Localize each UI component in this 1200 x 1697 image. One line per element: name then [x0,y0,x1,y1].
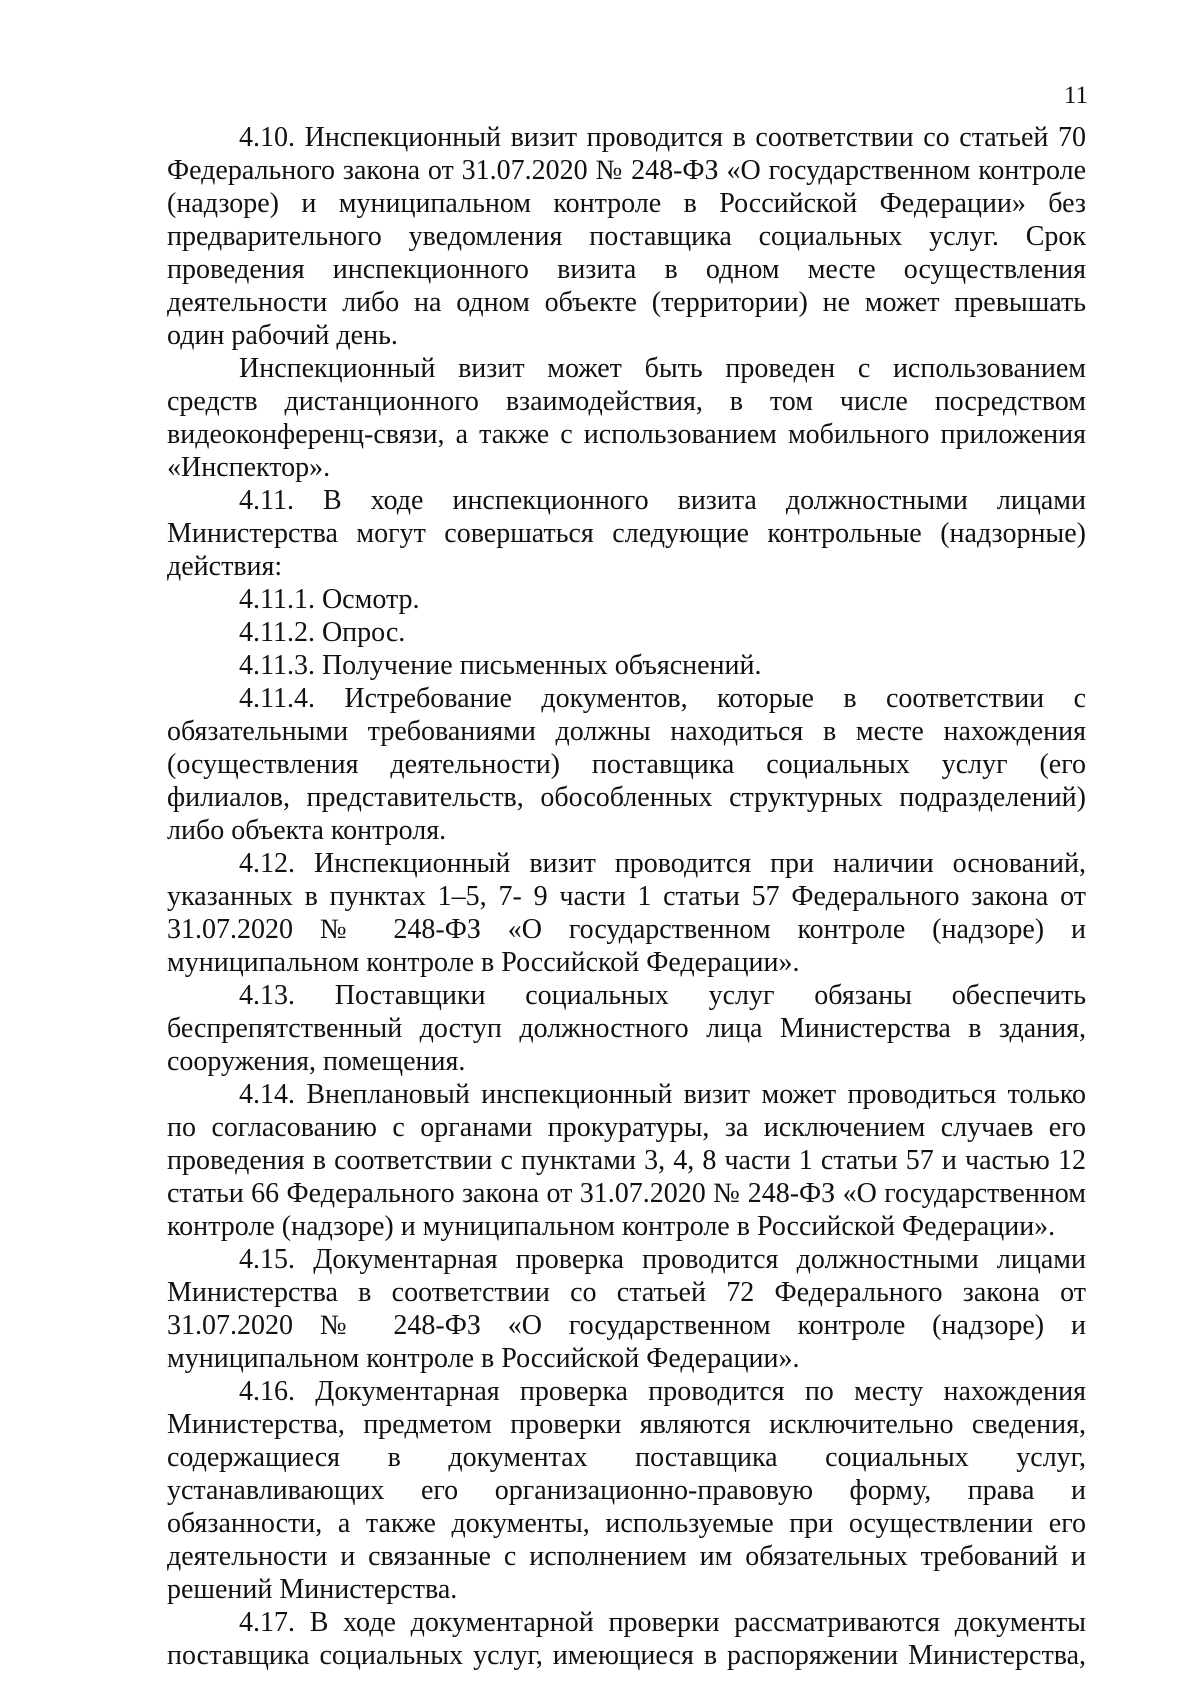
paragraph-4-11-4: 4.11.4. Истребование документов, которые в соответствии с обязательными требованиями должны находиться в месте нахождения (осуществления деятельности) поставщика социальных услуг (его филиалов, представительств, обособленных структурных подразделений) либо объекта контроля. [167,683,1086,846]
paragraph-4-17: 4.17. В ходе документарной проверки рассматриваются документы поставщика социальных услуг, имеющиеся в распоряжении Министерства, [167,1607,1086,1671]
paragraph-4-14: 4.14. Внеплановый инспекционный визит может проводиться только по согласованию с органами прокуратуры, за исключением случаев его проведения в соответствии с пунктами 3, 4, 8 части 1 статьи 57 и частью 12 статьи 66 Федерального закона от 31.07.2020 № 248-ФЗ «О государственном контроле (надзоре) и муниципальном контроле в Российской Федерации». [167,1079,1086,1242]
paragraph-4-11: 4.11. В ходе инспекционного визита должностными лицами Министерства могут совершаться следующие контрольные (надзорные) действия: [167,485,1086,582]
paragraph-4-13: 4.13. Поставщики социальных услуг обязаны обеспечить беспрепятственный доступ должностного лица Министерства в здания, сооружения, помещения. [167,980,1086,1077]
document-body [167,121,1086,1672]
paragraph-4-11-2: 4.11.2. Опрос. [239,617,406,648]
paragraph-4-11-1: 4.11.1. Осмотр. [239,584,420,615]
paragraph-remote-visit: Инспекционный визит может быть проведен с использованием средств дистанционного взаимодействия, в том числе посредством видеоконференц-связи, а также с использованием мобильного приложения «Инспектор». [167,353,1086,483]
paragraph-4-10: 4.10. Инспекционный визит проводится в соответствии со статьей 70 Федерального закона от 31.07.2020 № 248-ФЗ «О государственном контроле (надзоре) и муниципальном контроле в Российской Федерации» без предварительного уведомления поставщика социальных услуг. Срок проведения инспекционного визита в одном месте осуществления деятельности либо на одном объекте (территории) не может превышать один рабочий день. [167,122,1086,351]
page-number: 11 [1063,82,1088,109]
paragraph-4-16: 4.16. Документарная проверка проводится по месту нахождения Министерства, предметом проверки являются исключительно сведения, содержащиеся в документах поставщика социальных услуг, устанавливающих его организационно-правовую форму, права и обязанности, а также документы, используемые при осуществлении его деятельности и связанные с исполнением им обязательных требований и решений Министерства. [167,1376,1086,1605]
paragraph-4-11-3: 4.11.3. Получение письменных объяснений. [239,650,762,681]
paragraph-4-12: 4.12. Инспекционный визит проводится при наличии оснований, указанных в пунктах 1–5, 7- 9 части 1 статьи 57 Федерального закона от 31.07.2020 № 248-ФЗ «О государственном контроле (надзоре) и муниципальном контроле в Российской Федерации». [167,848,1086,978]
paragraph-4-15: 4.15. Документарная проверка проводится должностными лицами Министерства в соответствии со статьей 72 Федерального закона от 31.07.2020 № 248-ФЗ «О государственном контроле (надзоре) и муниципальном контроле в Российской Федерации». [167,1244,1086,1374]
